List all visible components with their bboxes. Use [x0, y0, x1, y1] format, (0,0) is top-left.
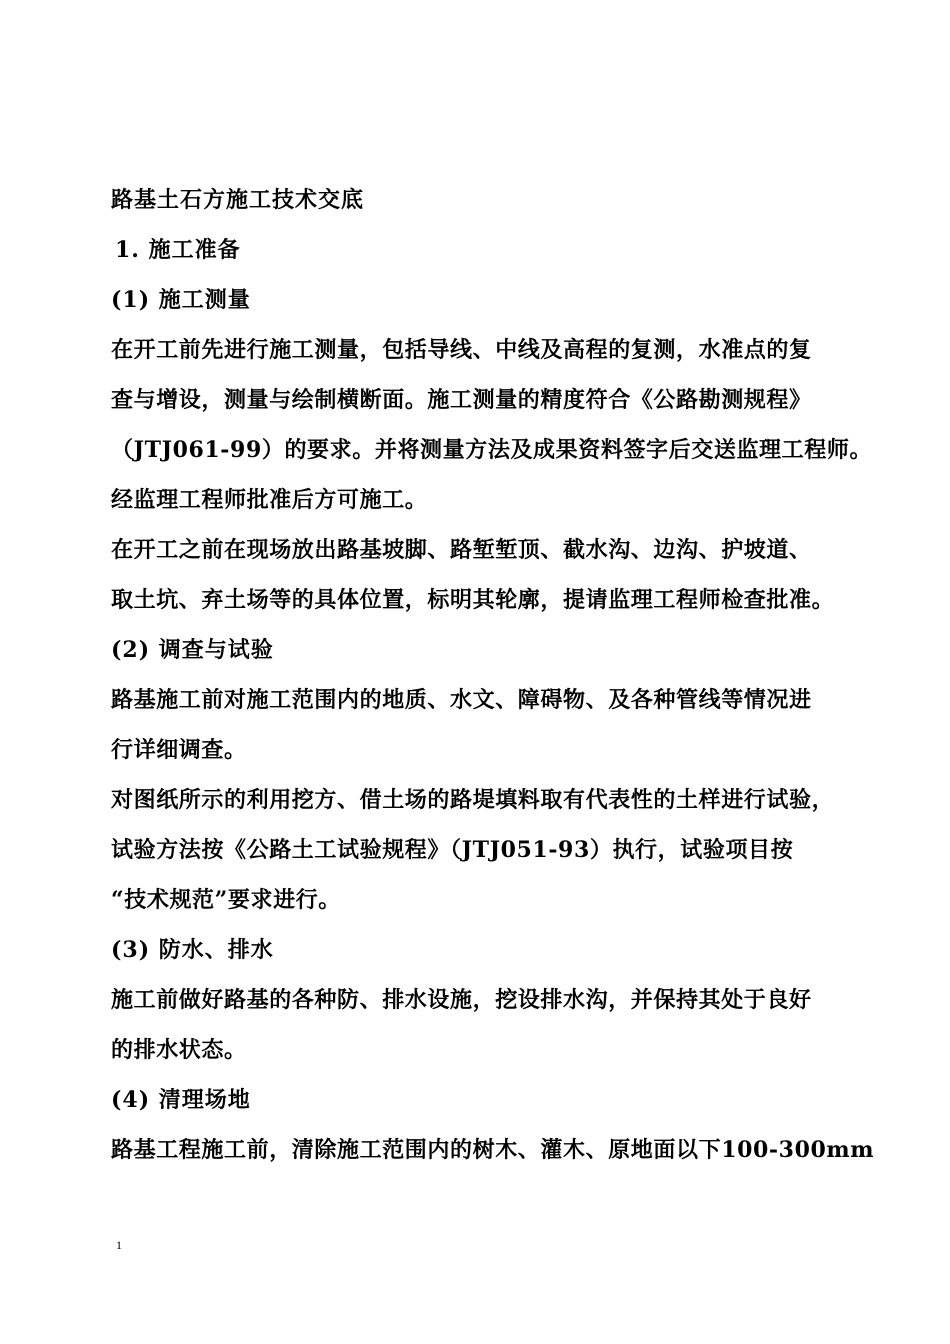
paragraph-line: “技术规范”要求进行。	[111, 887, 341, 913]
paragraph-line: （JTJ061-99）的要求。并将测量方法及成果资料签字后交送监理工程师。	[111, 437, 873, 463]
paragraph-line: 在开工前先进行施工测量，包括导线、中线及高程的复测，水准点的复	[111, 337, 812, 363]
paragraph-line: 试验方法按《公路土工试验规程》（JTJ051-93）执行，试验项目按	[111, 837, 794, 863]
paragraph-line: 施工前做好路基的各种防、排水设施，挖设排水沟，并保持其处于良好	[111, 987, 812, 1013]
paragraph-line: 查与增设，测量与绘制横断面。施工测量的精度符合《公路勘测规程》	[111, 387, 812, 413]
document-body	[111, 175, 881, 1175]
paragraph-line: 在开工之前在现场放出路基坡脚、路堑堑顶、截水沟、边沟、护坡道、	[111, 537, 812, 563]
subsection-heading-site-clearing: (4) 清理场地	[111, 1087, 251, 1113]
paragraph-line: 路基工程施工前，清除施工范围内的树木、灌木、原地面以下100-300mm	[111, 1137, 875, 1163]
document-title: 路基土石方施工技术交底	[111, 187, 365, 213]
subsection-heading-drainage: (3) 防水、排水	[111, 937, 274, 963]
paragraph-line: 行详细调查。	[111, 737, 247, 763]
subsection-heading-survey: (1) 施工测量	[111, 287, 251, 313]
subsection-heading-investigation: (2) 调查与试验	[111, 637, 274, 663]
paragraph-line: 对图纸所示的利用挖方、借土场的路堤填料取有代表性的土样进行试验，	[111, 787, 835, 813]
section-heading-1: 1. 施工准备	[115, 237, 241, 263]
paragraph-line: 路基施工前对施工范围内的地质、水文、障碍物、及各种管线等情况进	[111, 687, 812, 713]
paragraph-line: 的排水状态。	[111, 1037, 247, 1063]
paragraph-line: 取土坑、弃土场等的具体位置，标明其轮廓，提请监理工程师检查批准。	[111, 587, 835, 613]
page-number: 1	[116, 1238, 122, 1252]
paragraph-line: 经监理工程师批准后方可施工。	[111, 487, 428, 513]
